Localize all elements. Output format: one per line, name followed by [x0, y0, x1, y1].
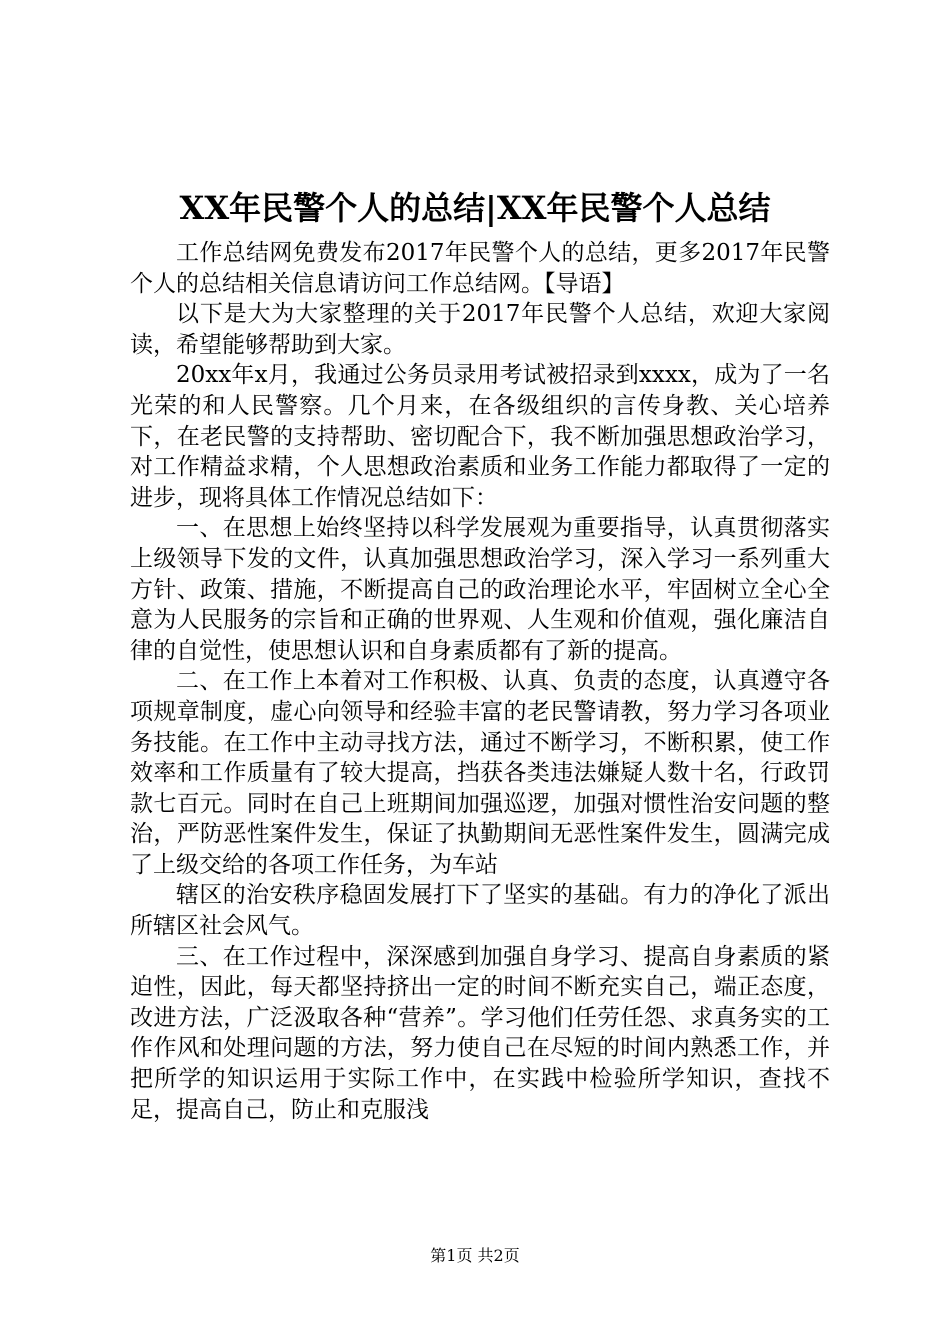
paragraph-section-three: 三、在工作过程中，深深感到加强自身学习、提高自身素质的紧迫性，因此，每天都坚持挤出一定的时间不断充实自己，端正态度，改进方法，广泛汲取各种“营养”。学习他们任劳任怨、求真务实的工作作风和处理问题的方法，努力使自己在尽短的时间内熟悉工作，并把所学的知识运用于实际工作中，在实践中检验所学知识，查找不足，提高自己，防止和克服浅: [130, 943, 830, 1123]
document-body: [130, 238, 830, 1125]
paragraph-section-one: 一、在思想上始终坚持以科学发展观为重要指导，认真贯彻落实上级领导下发的文件，认真加强思想政治学习，深入学习一系列重大方针、政策、措施，不断提高自己的政治理论水平，牢固树立全心全意为人民服务的宗旨和正确的世界观、人生观和价值观，强化廉洁自律的自觉性，使思想认识和自身素质都有了新的提高。: [130, 515, 830, 664]
page-number-footer: 第1页 共2页: [430, 1246, 520, 1265]
paragraph-section-two: 二、在工作上本着对工作积极、认真、负责的态度，认真遵守各项规章制度，虚心向领导和经验丰富的老民警请教，努力学习各项业务技能。在工作中主动寻找方法，通过不断学习，不断积累，使工作效率和工作质量有了较大提高，挡获各类违法嫌疑人数十名，行政罚款七百元。同时在自己上班期间加强巡逻，加强对惯性治安问题的整治，严防恶性案件发生，保证了执勤期间无恶性案件发生，圆满完成了上级交给的各项工作任务，为车站: [130, 668, 830, 878]
document-title: XX年民警个人的总结|XX年民警个人总结: [179, 189, 771, 227]
paragraph-preface: 以下是大为大家整理的关于2017年民警个人总结，欢迎大家阅读，希望能够帮助到大家。: [130, 301, 830, 358]
paragraph-overview: 20xx年x月，我通过公务员录用考试被招录到xxxx，成为了一名光荣的和人民警察。几个月来，在各级组织的言传身教、关心培养下，在老民警的支持帮助、密切配合下，我不断加强思想政治学习，对工作精益求精，个人思想政治素质和业务工作能力都取得了一定的进步，现将具体工作情况总结如下：: [130, 362, 830, 511]
paragraph-intro: 工作总结网免费发布2017年民警个人的总结，更多2017年民警个人的总结相关信息请访问工作总结网。【导语】: [130, 240, 830, 297]
paragraph-section-two-continued: 辖区的治安秩序稳固发展打下了坚实的基础。有力的净化了派出所辖区社会风气。: [130, 882, 830, 940]
